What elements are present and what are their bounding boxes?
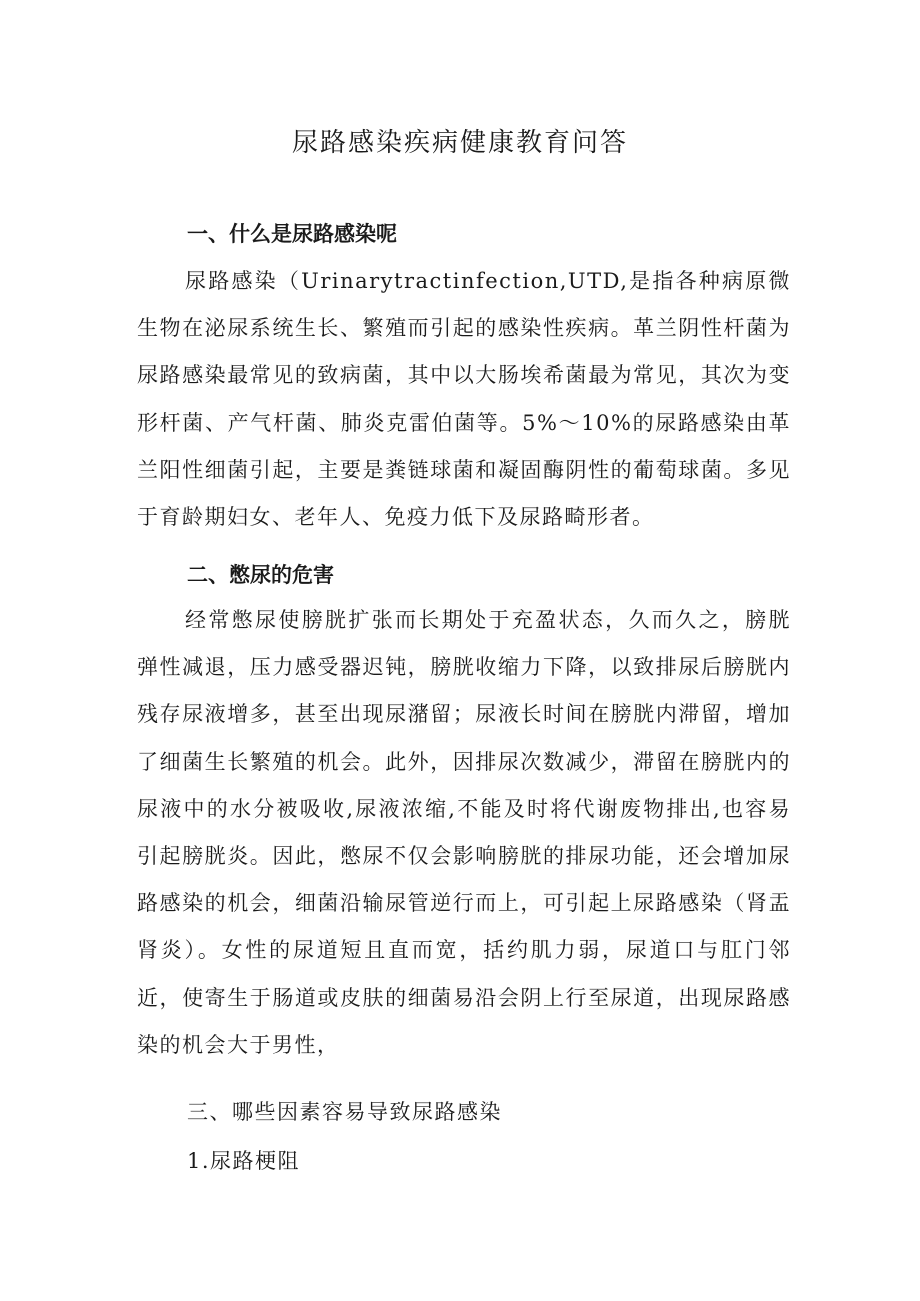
section-paragraph-1: 尿路感染（Urinarytractinfection,UTD,是指各种病原微生物在泌尿系统生长、繁殖而引起的感染性疾病。革兰阴性杆菌为尿路感染最常见的致病菌，其中以大肠埃希菌最为常见，其次为变形杆菌、产气杆菌、肺炎克雷伯菌等。5%～10%的尿路感染由革兰阳性细菌引起，主要是粪链球菌和凝固酶阴性的葡萄球菌。多见于育龄期妇女、老年人、免疫力低下及尿路畸形者。 (137, 269, 791, 530)
section-paragraph-2: 经常憋尿使膀胱扩张而长期处于充盈状态，久而久之，膀胱弹性减退，压力感受器迟钝，膀胱收缩力下降，以致排尿后膀胱内残存尿液增多，甚至出现尿潴留；尿液长时间在膀胱内滞留，增加了细菌生长繁殖的机会。此外，因排尿次数减少，滞留在膀胱内的尿液中的水分被吸收,尿液浓缩,不能及时将代谢废物排出,也容易引起膀胱炎。因此，憋尿不仅会影响膀胱的排尿功能，还会增加尿路感染的机会，细菌沿输尿管逆行而上，可引起上尿路感染（肾盂肾炎）。女性的尿道短且直而宽，括约肌力弱，尿道口与肛门邻近，使寄生于肠道或皮肤的细菌易沿会阴上行至尿道，出现尿路感染的机会大于男性， (137, 608, 791, 1057)
list-item-1: 1.尿路梗阻 (187, 1149, 301, 1173)
section-heading-3: 三、哪些因素容易导致尿路感染 (187, 1100, 502, 1124)
section-heading-2: 二、憋尿的危害 (187, 563, 334, 587)
section-heading-1: 一、什么是尿路感染呢 (187, 222, 397, 246)
document-title: 尿路感染疾病健康教育问答 (291, 128, 628, 158)
